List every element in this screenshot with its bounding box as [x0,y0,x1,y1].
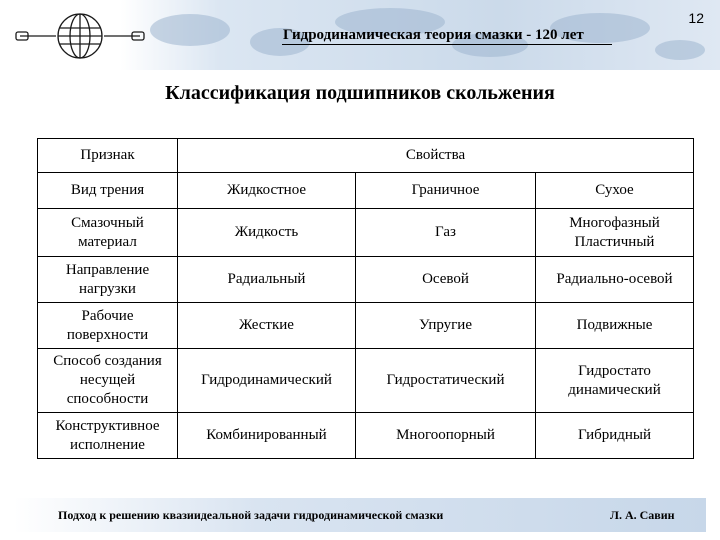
table-cell: Многофазный Пластичный [536,209,694,257]
table-cell: Жесткие [178,303,356,349]
table-cell: Упругие [356,303,536,349]
table-cell: Граничное [356,173,536,209]
table-cell: Сухое [536,173,694,209]
table-cell: Радиальный [178,257,356,303]
table-cell: Жидкостное [178,173,356,209]
header-title: Гидродинамическая теория смазки - 120 лет [283,27,584,43]
table-cell: Жидкость [178,209,356,257]
table-cell: Гидродинамический [178,349,356,413]
header-rule [282,44,612,45]
table-row [38,173,694,209]
classification-table [37,138,694,459]
header-cell-feature: Признак [38,139,178,173]
table-row [38,303,694,349]
table-cell: Комбинированный [178,413,356,459]
row-label: Направление нагрузки [38,257,178,303]
table-row [38,209,694,257]
table-cell: Газ [356,209,536,257]
table-row [38,257,694,303]
page-number: 12 [688,10,704,26]
row-label: Конструктивное исполнение [38,413,178,459]
table-cell: Радиально-осевой [536,257,694,303]
table-cell: Гибридный [536,413,694,459]
footer-author: Л. А. Савин [610,508,675,522]
table-header-row [38,139,694,173]
row-label: Способ создания несущей способности [38,349,178,413]
table-row [38,349,694,413]
globe-logo-icon [10,8,150,64]
row-label: Смазочный материал [38,209,178,257]
table-cell: Гидростато динамический [536,349,694,413]
page-title: Классификация подшипников скольжения [165,82,555,104]
table-cell: Осевой [356,257,536,303]
header-cell-properties: Свойства [178,139,694,173]
footer-subtitle: Подход к решению квазиидеальной задачи гидродинамической смазки [58,508,444,522]
row-label: Вид трения [38,173,178,209]
row-label: Рабочие поверхности [38,303,178,349]
table-cell: Гидростатический [356,349,536,413]
table-row [38,413,694,459]
table-cell: Подвижные [536,303,694,349]
table-cell: Многоопорный [356,413,536,459]
